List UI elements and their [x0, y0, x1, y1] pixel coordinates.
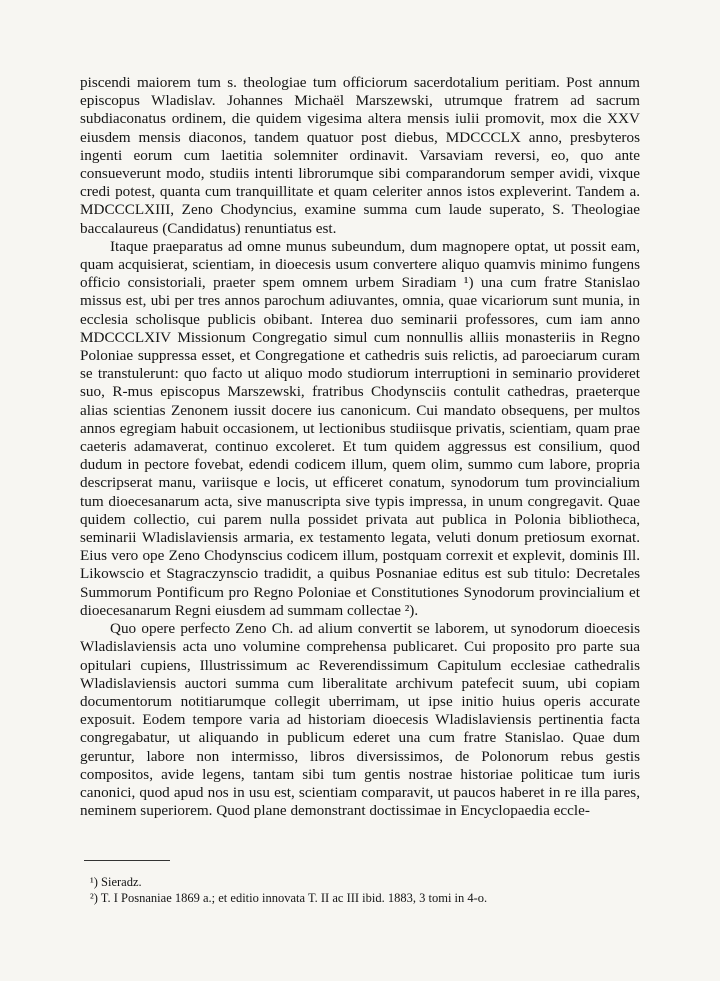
paragraph-1: piscendi maiorem tum s. theologiae tum officiorum sacerdotalium peritiam. Post annum episcopus Wladislav. Johannes Michaël Marszewski, utrumque fratrem ad sacrum subdiaconatus ordinem, die quidem vigesima altera mensis iulii promovit, mox die XXV eiusdem mensis diaconos, tandem quatuor post diebus, MDCCCLX anno, presbyteros ingenti eorum cum laetitia solemniter ordinavit. Varsaviam reversi, eo, quo ante consueverunt modo, studiis intenti librorumque sibi comparandorum semper avidi, vixque credi potest, quanta cum tranquillitate et quam celeriter annos istos expleverint. Tandem a. MDCCCLXIII, Zeno Chodyncius, examine summa cum laude superato, S. Theologiae baccalaureus (Candidatus) renuntiatus est.: [80, 74, 640, 237]
paragraph-2: Itaque praeparatus ad omne munus subeundum, dum magnopere optat, ut possit eam, quam acquisierat, scientiam, in dioecesis usum convertere aliquo quamvis minimo fungens officio consistoriali, praeter spem omnem urbem Siradiam ¹) una cum fratre Stanislao missus est, ubi per tres annos parochum adiuvantes, omnia, quae vicariorum sunt munia, in ecclesia scholisque publicis obibant. Interea duo seminarii professores, cum iam anno MDCCCLXIV Missionum Congregatio simul cum nonnullis alliis monasteriis in Regno Poloniae suppressa esset, et Congregatione et cathedris suis relictis, ad paroeciarum curam se transtulerunt: quo facto ut aliquo modo studiorum interruptioni in seminario provideret suo, R-mus episcopus Marszewski, fratribus Chodynsciis contulit cathedras, praeterque alias scientias Zenonem iussit docere ius canonicum. Cui mandato obsequens, per multos annos egregiam habuit occasionem, ut lectionibus studiisque privatis, scientiam, quam prae caeteris adamaverat, continuo excoleret. Et tum quidem aggressus est consilium, quod dudum in pectore fovebat, edendi codicem illum, quem olim, summo cum labore, propria descripserat manu, variisque e locis, ut efficeret conatum, synodorum tum provincialium tum dioecesanarum acta, sive manuscripta sive typis impressa, in unum congregavit. Quae quidem collectio, cui parem nulla possidet privata aut publica in Polonia bibliotheca, seminarii Wladislaviensis armaria, ex testamento legata, veluti donum pretiosum exornat. Eius vero ope Zeno Chodynscius codicem illum, postquam correxit et explevit, dominis Ill. Likowscio et Stagraczynscio tradidit, a quibus Posnaniae editus est sub titulo: Decretales Summorum Pontificum pro Regno Poloniae et Constitutiones Synodorum provincialium et dioecesanarum Regni eiusdem ad summam collectae ²).: [80, 237, 640, 619]
body-text: [80, 74, 640, 820]
footnote-2: ²) T. I Posnaniae 1869 a.; et editio innovata T. II ac III ibid. 1883, 3 tomi in 4-o.: [90, 891, 488, 905]
footnotes: [90, 874, 630, 906]
footnote-divider: [84, 860, 170, 861]
footnote-1: ¹) Sieradz.: [90, 875, 142, 889]
paragraph-3: Quo opere perfecto Zeno Ch. ad alium convertit se laborem, ut synodorum dioecesis Wladislaviensis acta uno volumine comprehensa publicaret. Cui proposito pro parte sua opitulari cupiens, Illustrissimum ac Reverendissimum Capitulum ecclesiae cathedralis Wladislaviensis auctori summa cum liberalitate archivum patefecit suum, ubi copiam documentorum notitiarumque collegit uberrimam, ut ipse initio huius operis accurate exposuit. Eodem tempore varia ad historiam dioecesis Wladislaviensis pertinentia facta congregabatur, ut aliquando in publicum ederet una cum fratre Stanislao. Quae dum geruntur, labore non intermisso, libros diversissimos, de Polonorum rebus gestis compositos, avide legens, tantam sibi tum gentis nostrae historiae politicae tum iuris canonici, quod apud nos in usu est, scientiam comparavit, ut paucos haberet in re illa pares, neminem superiorem. Quod plane demonstrant doctissimae in Encyclopaedia eccle-: [80, 620, 640, 820]
